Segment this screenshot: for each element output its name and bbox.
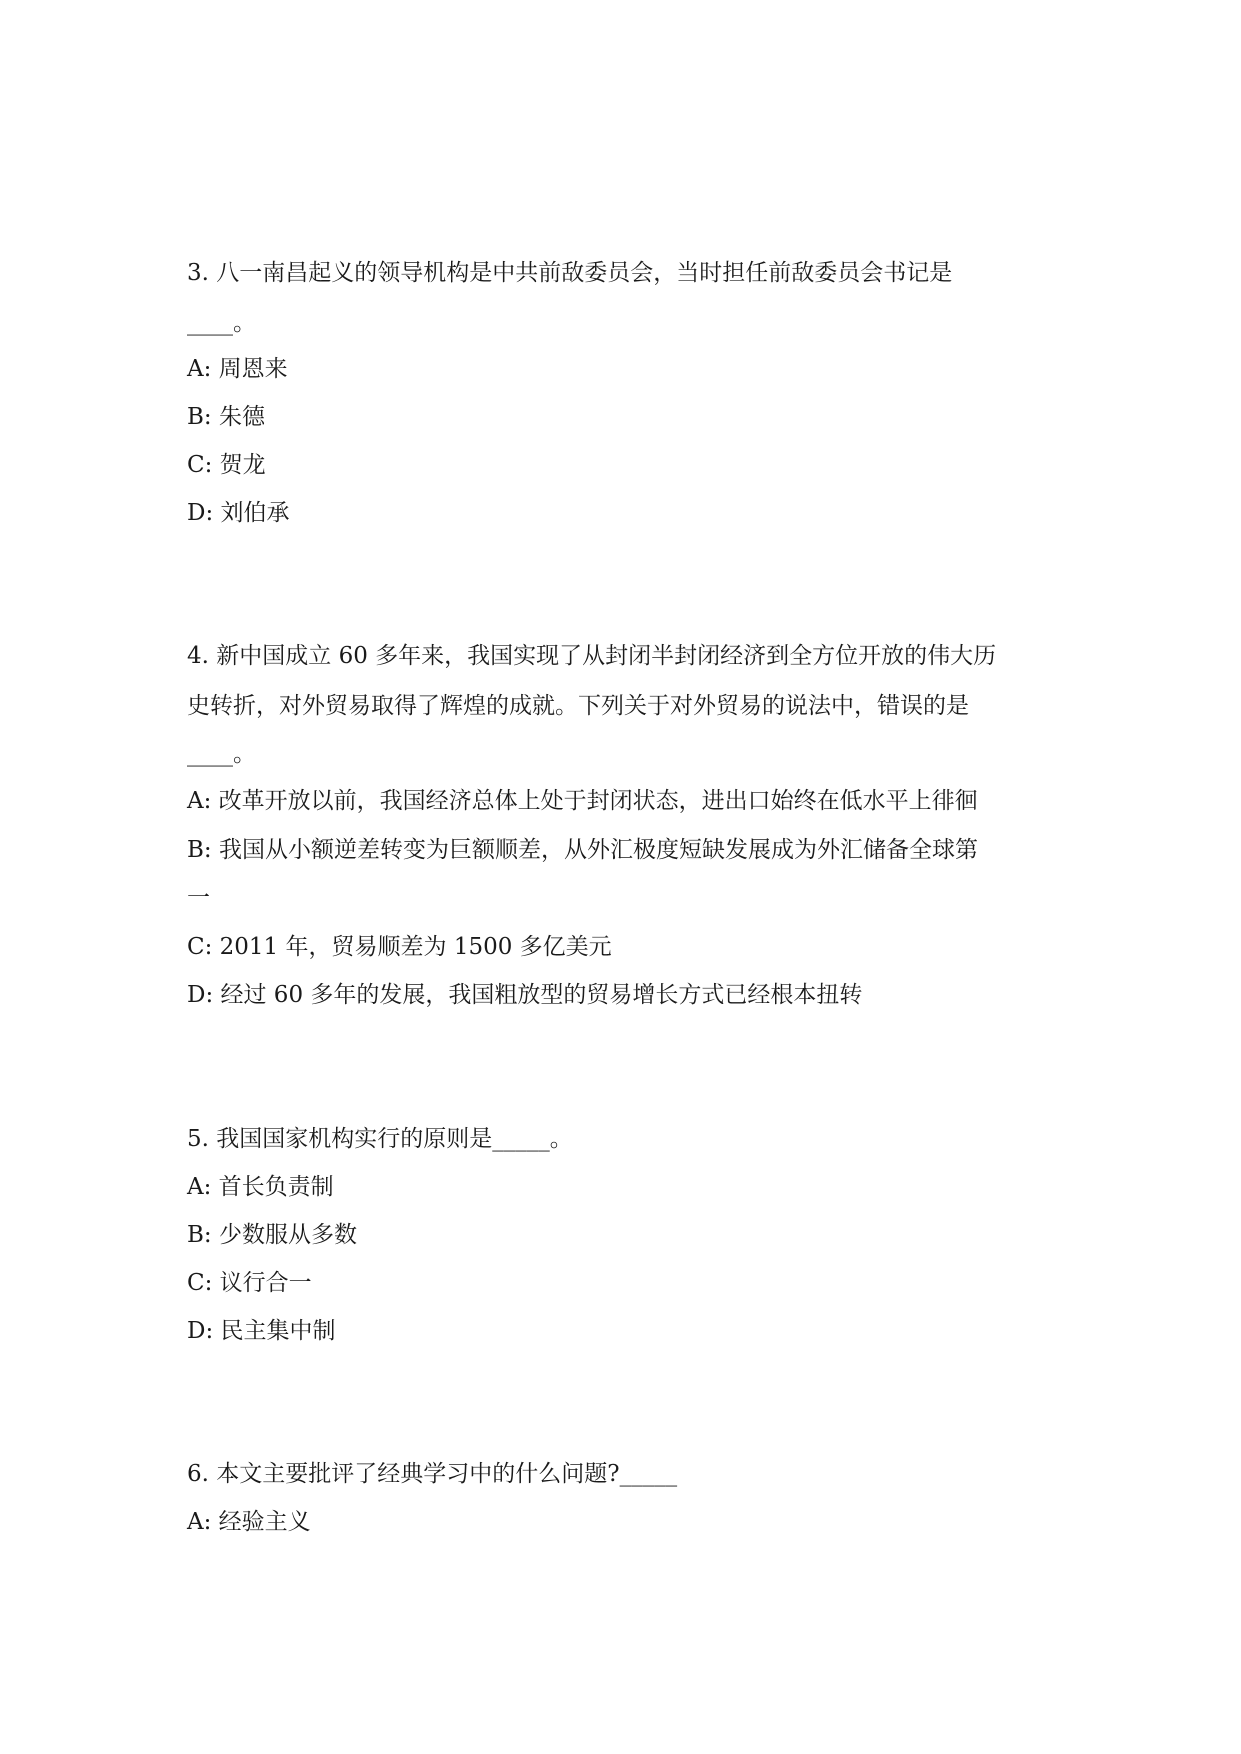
question-3-option-b: B: 朱德	[187, 404, 265, 430]
question-4-option-a: A: 改革开放以前，我国经济总体上处于封闭状态，进出口始终在低水平上徘徊	[187, 788, 978, 814]
question-4-stem-line-2: 史转折，对外贸易取得了辉煌的成就。下列关于对外贸易的说法中，错误的是	[187, 693, 969, 719]
question-4-stem-line-3: ____。	[187, 741, 256, 767]
question-4-option-b: B: 我国从小额逆差转变为巨额顺差，从外汇极度短缺发展成为外汇储备全球第	[187, 837, 978, 863]
question-5-stem: 5. 我国国家机构实行的原则是_____。	[187, 1126, 573, 1152]
question-6-option-a: A: 经验主义	[187, 1509, 311, 1535]
question-5-option-a: A: 首长负责制	[187, 1174, 334, 1200]
question-4-option-b-continued: 一	[187, 885, 210, 911]
question-3-option-c: C: 贺龙	[187, 452, 266, 478]
question-4-option-c: C: 2011 年，贸易顺差为 1500 多亿美元	[187, 934, 612, 960]
question-3-stem-line-1: 3. 八一南昌起义的领导机构是中共前敌委员会，当时担任前敌委员会书记是	[187, 260, 953, 286]
question-6-stem: 6. 本文主要批评了经典学习中的什么问题?_____	[187, 1461, 678, 1487]
question-5-option-d: D: 民主集中制	[187, 1318, 336, 1344]
question-3-option-a: A: 周恩来	[187, 356, 288, 382]
question-4-stem-line-1: 4. 新中国成立 60 多年来，我国实现了从封闭半封闭经济到全方位开放的伟大历	[187, 643, 997, 669]
question-5-option-c: C: 议行合一	[187, 1270, 312, 1296]
question-4-option-d: D: 经过 60 多年的发展，我国粗放型的贸易增长方式已经根本扭转	[187, 982, 863, 1008]
question-3-option-d: D: 刘伯承	[187, 500, 290, 526]
question-5-option-b: B: 少数服从多数	[187, 1222, 357, 1248]
question-3-stem-line-2: ____。	[187, 310, 256, 336]
